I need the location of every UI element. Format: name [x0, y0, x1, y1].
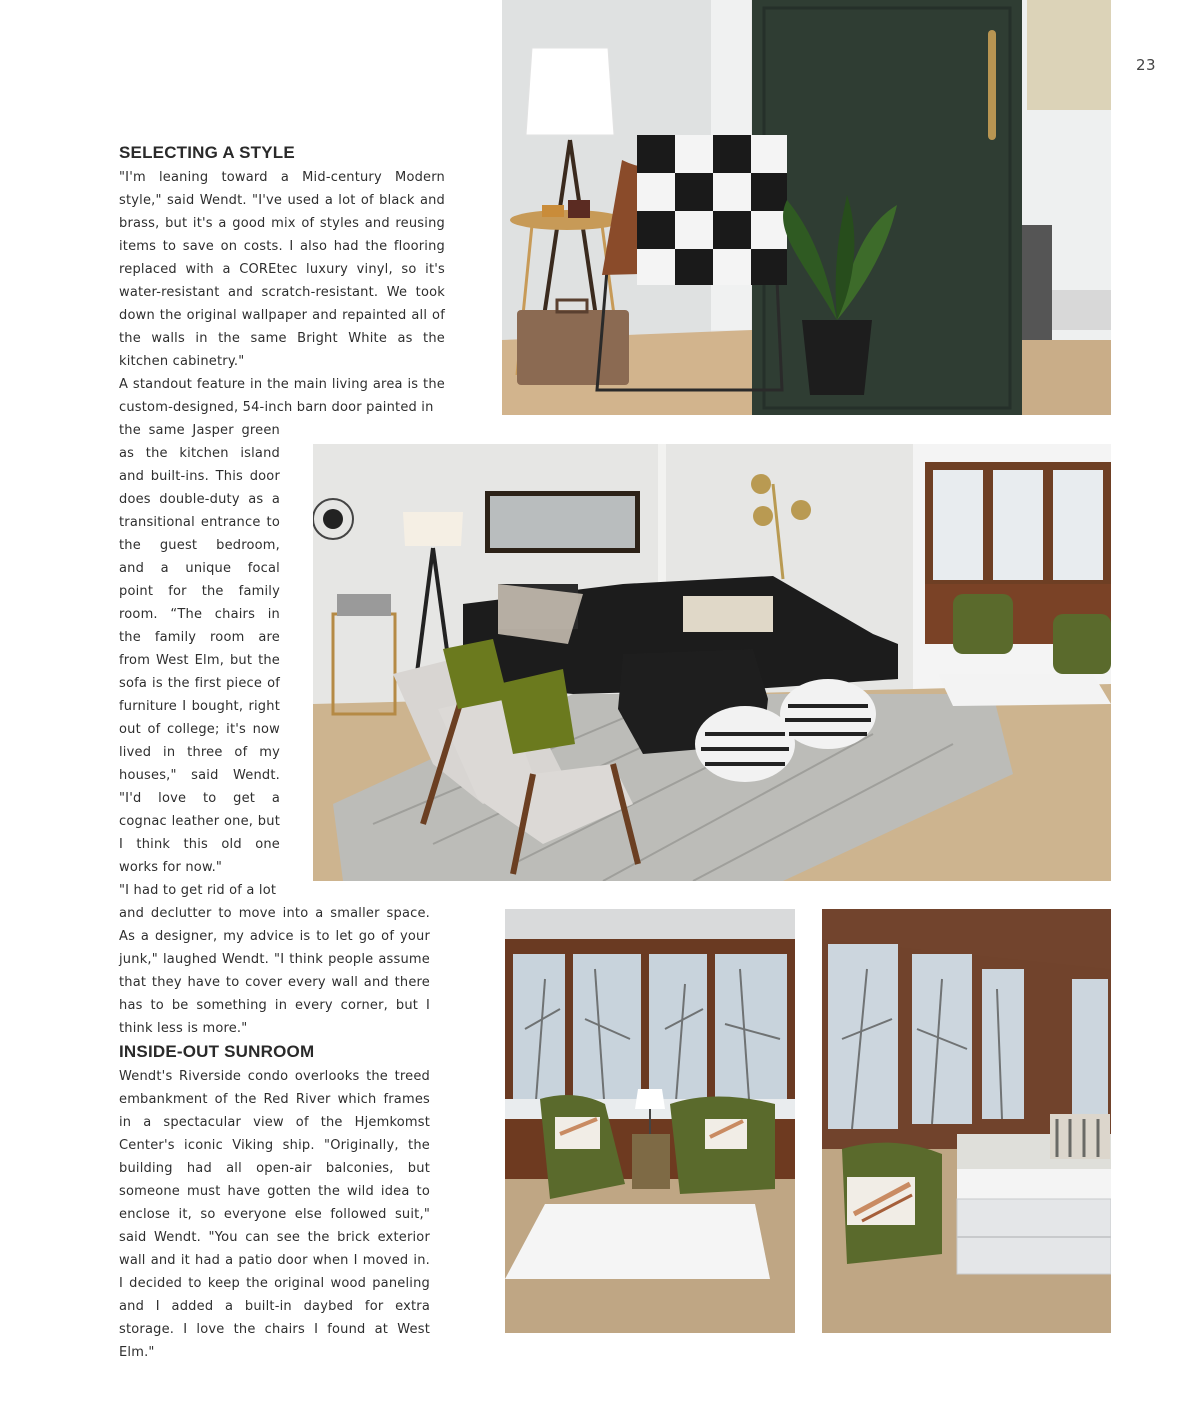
heading-selecting-a-style: SELECTING A STYLE: [119, 143, 295, 162]
paragraph-declutter-first-line: "I had to get rid of a lot: [119, 883, 277, 898]
photo-barn-door-corner: [502, 0, 1111, 415]
paragraph-sunroom: Wendt's Riverside condo overlooks the treed embankment of the Red River which frames in a spectacular view of the Hjemkomst Center's iconic Viking ship. "Originally, the building had all open-air balconies, but someone must have gotten the wild idea to enclose it, so everyone else followed suit," said Wendt. "You can see the brick exterior wall and it had a patio door when I moved in. I decided to keep the original wood paneling and I added a built-in daybed for extra storage. I love the chairs I found at West Elm.": [119, 1069, 430, 1360]
photo-sunroom-daybed: [822, 909, 1111, 1333]
paragraph-barn-door-narrow: the same Jasper green as the kitchen island and built-ins. This door does double-duty as a transitional entrance to the guest bedroom, and a unique focal point for the family room. “The chairs in the family room are from West Elm, but the sofa is the first piece of furniture I bought, right out of college; it's now lived in three of my houses," said Wendt. "I'd love to get a cognac leather one, but I think this old one works for now.": [119, 423, 280, 875]
photo-sunroom-chairs: [505, 909, 795, 1333]
photo-living-room: [313, 444, 1111, 881]
paragraph-barn-door-wide: A standout feature in the main living area is the custom-designed, 54-inch barn door painted in: [119, 377, 445, 415]
paragraph-declutter: and declutter to move into a smaller space. As a designer, my advice is to let go of your junk," laughed Wendt. "I think people assume that they have to cover every wall and there has to be something in every corner, but I think less is more.": [119, 906, 430, 1036]
paragraph-style-intro: "I'm leaning toward a Mid-century Modern style," said Wendt. "I've used a lot of black and brass, but it's a good mix of styles and reusing items to save on costs. I also had the flooring replaced with a COREtec luxury vinyl, so it's water-resistant and scratch-resistant. We took down the original wallpaper and repainted all of the walls in the same Bright White as the kitchen cabinetry.": [119, 170, 445, 369]
page-number: 23: [1135, 56, 1157, 74]
heading-inside-out-sunroom: INSIDE-OUT SUNROOM: [119, 1042, 315, 1061]
